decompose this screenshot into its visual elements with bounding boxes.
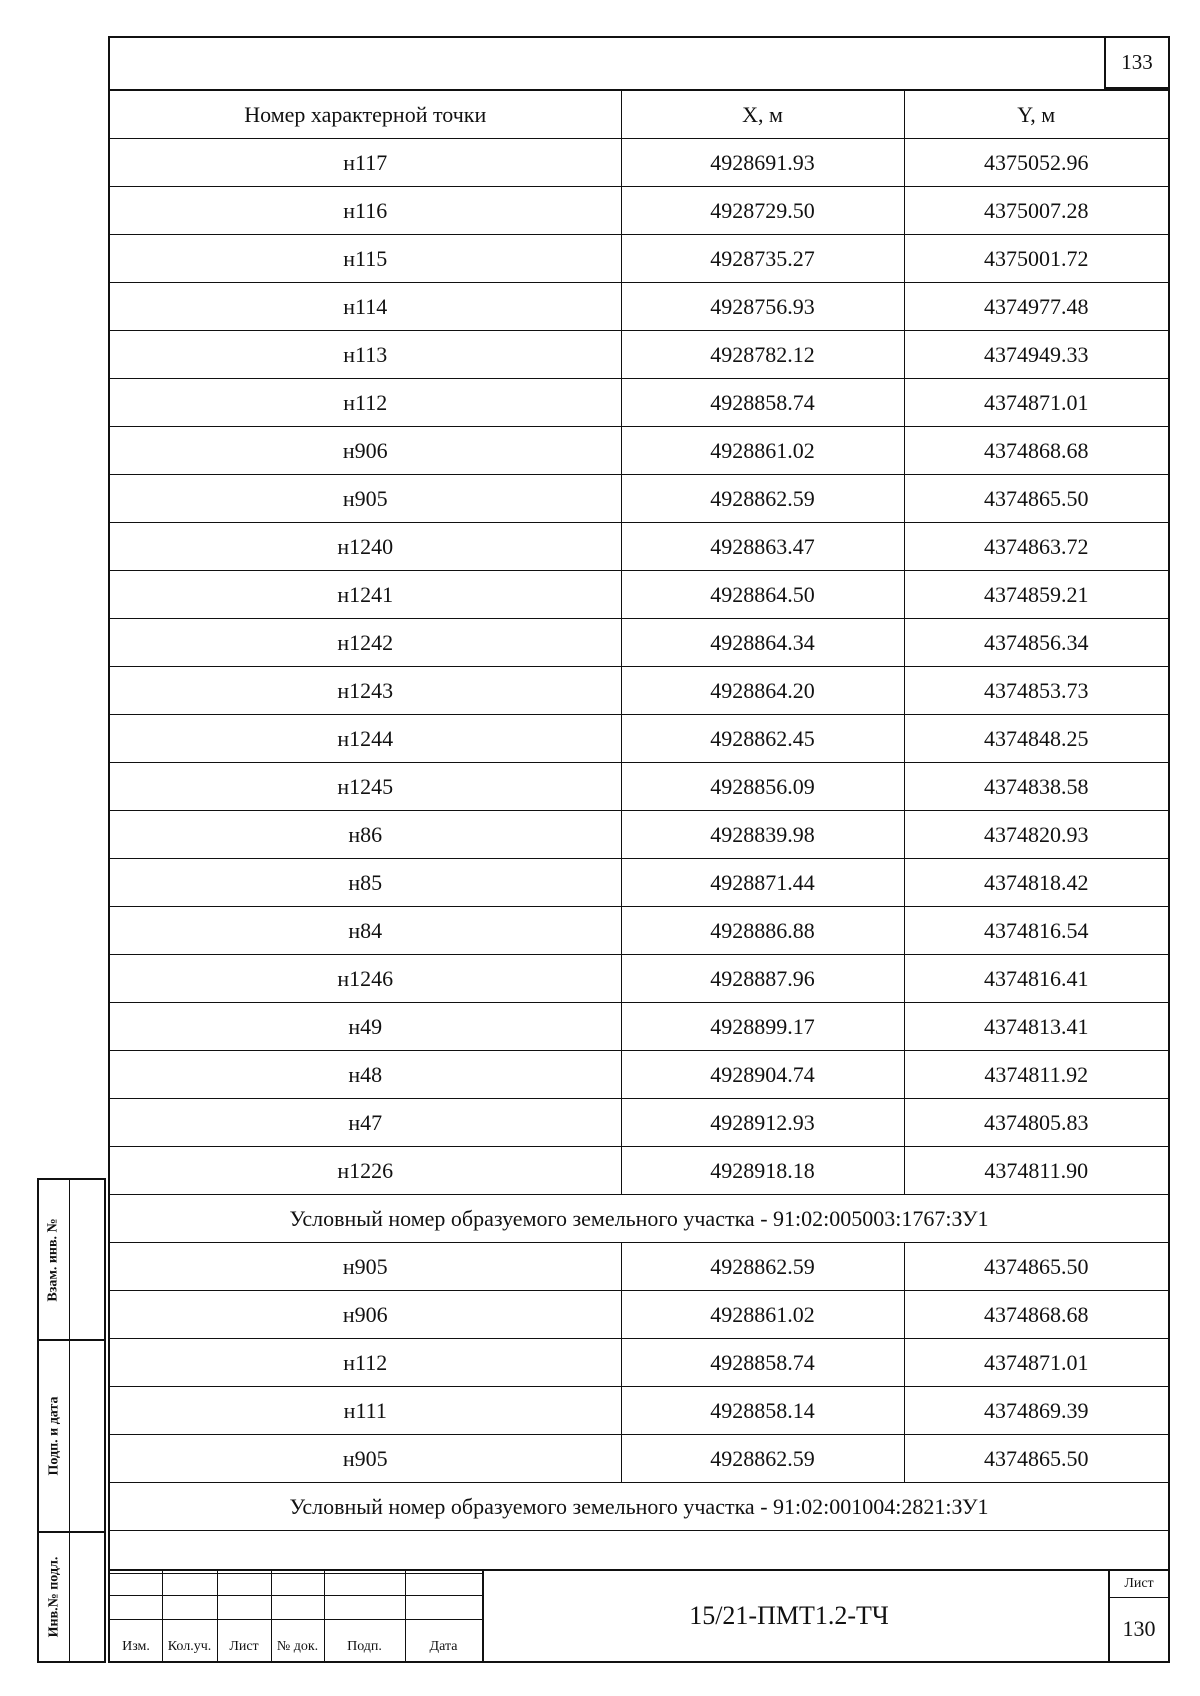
- x-coordinate-cell: 4928862.59: [621, 1243, 904, 1291]
- label-doc-number: № док.: [276, 1639, 319, 1654]
- point-number-cell: н905: [110, 1435, 621, 1483]
- table-row: [110, 619, 1168, 667]
- x-coordinate-cell: 4928858.14: [621, 1387, 904, 1435]
- margin-inv-podl-label: Инв.№ подл.: [46, 1556, 61, 1638]
- x-coordinate-cell: 4928863.47: [621, 523, 904, 571]
- y-coordinate-cell: 4374949.33: [904, 331, 1168, 379]
- table-row: [110, 475, 1168, 523]
- sheet-box: [1108, 1571, 1168, 1661]
- point-number-cell: н905: [110, 1243, 621, 1291]
- point-number-cell: н112: [110, 379, 621, 427]
- y-coordinate-cell: 4374865.50: [904, 1243, 1168, 1291]
- label-podp: Подп.: [347, 1639, 382, 1654]
- label-list: Лист: [229, 1639, 259, 1654]
- y-coordinate-cell: 4374868.68: [904, 427, 1168, 475]
- y-coordinate-cell: 4374859.21: [904, 571, 1168, 619]
- x-coordinate-cell: 4928729.50: [621, 187, 904, 235]
- margin-podp-data-label: Подп. и дата: [46, 1396, 61, 1476]
- x-coordinate-cell: 4928886.88: [621, 907, 904, 955]
- x-coordinate-cell: 4928856.09: [621, 763, 904, 811]
- table-row: [110, 427, 1168, 475]
- x-coordinate-cell: 4928756.93: [621, 283, 904, 331]
- table-row: [110, 667, 1168, 715]
- point-number-cell: н906: [110, 427, 621, 475]
- point-number-cell: н47: [110, 1099, 621, 1147]
- point-number-cell: н1246: [110, 955, 621, 1003]
- point-number-cell: н112: [110, 1339, 621, 1387]
- table-row: [110, 139, 1168, 187]
- x-coordinate-cell: 4928864.50: [621, 571, 904, 619]
- y-coordinate-cell: 4374818.42: [904, 859, 1168, 907]
- table-row: [110, 763, 1168, 811]
- y-coordinate-cell: 4374871.01: [904, 1339, 1168, 1387]
- point-number-cell: н111: [110, 1387, 621, 1435]
- header-y: Y, м: [904, 91, 1168, 139]
- point-number-cell: н1245: [110, 763, 621, 811]
- point-number-cell: н86: [110, 811, 621, 859]
- title-block: [110, 1569, 1168, 1661]
- table-row: [110, 523, 1168, 571]
- y-coordinate-cell: 4375052.96: [904, 139, 1168, 187]
- x-coordinate-cell: 4928871.44: [621, 859, 904, 907]
- point-number-cell: н905: [110, 475, 621, 523]
- x-coordinate-cell: 4928864.34: [621, 619, 904, 667]
- table-header-row: [110, 91, 1168, 139]
- x-coordinate-cell: 4928858.74: [621, 1339, 904, 1387]
- x-coordinate-cell: 4928912.93: [621, 1099, 904, 1147]
- x-coordinate-cell: 4928887.96: [621, 955, 904, 1003]
- table-row: [110, 955, 1168, 1003]
- table-row: [110, 1387, 1168, 1435]
- y-coordinate-cell: 4374848.25: [904, 715, 1168, 763]
- x-coordinate-cell: 4928904.74: [621, 1051, 904, 1099]
- margin-vzam-inv: [37, 1178, 106, 1341]
- y-coordinate-cell: 4374820.93: [904, 811, 1168, 859]
- y-coordinate-cell: 4374869.39: [904, 1387, 1168, 1435]
- table-row: [110, 1051, 1168, 1099]
- y-coordinate-cell: 4374816.41: [904, 955, 1168, 1003]
- table-row: [110, 1291, 1168, 1339]
- point-number-cell: н48: [110, 1051, 621, 1099]
- x-coordinate-cell: 4928864.20: [621, 667, 904, 715]
- label-izm: Изм.: [122, 1639, 150, 1654]
- point-number-cell: н1244: [110, 715, 621, 763]
- y-coordinate-cell: 4375007.28: [904, 187, 1168, 235]
- label-data: Дата: [429, 1639, 458, 1654]
- margin-podp-data: [37, 1339, 106, 1533]
- table-row: [110, 1003, 1168, 1051]
- sheet-number: 130: [1122, 1616, 1156, 1641]
- table-row: [110, 1099, 1168, 1147]
- grid-line: [110, 1595, 482, 1596]
- x-coordinate-cell: 4928839.98: [621, 811, 904, 859]
- coordinates-table: [110, 91, 1168, 1531]
- point-number-cell: н1226: [110, 1147, 621, 1195]
- table-row: [110, 1339, 1168, 1387]
- table-row: [110, 283, 1168, 331]
- point-number-cell: н49: [110, 1003, 621, 1051]
- y-coordinate-cell: 4375001.72: [904, 235, 1168, 283]
- y-coordinate-cell: 4374816.54: [904, 907, 1168, 955]
- point-number-cell: н117: [110, 139, 621, 187]
- table-row: [110, 571, 1168, 619]
- grid-line: [110, 1573, 482, 1574]
- table-row: [110, 1243, 1168, 1291]
- y-coordinate-cell: 4374805.83: [904, 1099, 1168, 1147]
- drawing-frame: [108, 36, 1170, 1663]
- table-row: [110, 811, 1168, 859]
- sheet-label: Лист: [1110, 1571, 1168, 1598]
- point-number-cell: н115: [110, 235, 621, 283]
- y-coordinate-cell: 4374838.58: [904, 763, 1168, 811]
- point-number-cell: н906: [110, 1291, 621, 1339]
- table-row: [110, 859, 1168, 907]
- x-coordinate-cell: 4928861.02: [621, 1291, 904, 1339]
- point-number-cell: н84: [110, 907, 621, 955]
- section-row: [110, 1195, 1168, 1243]
- table-row: [110, 907, 1168, 955]
- revision-grid: [110, 1571, 484, 1661]
- header-x: X, м: [621, 91, 904, 139]
- table-row: [110, 235, 1168, 283]
- y-coordinate-cell: 4374863.72: [904, 523, 1168, 571]
- y-coordinate-cell: 4374868.68: [904, 1291, 1168, 1339]
- page-number-top: 133: [1104, 38, 1168, 89]
- x-coordinate-cell: 4928899.17: [621, 1003, 904, 1051]
- y-coordinate-cell: 4374853.73: [904, 667, 1168, 715]
- table-row: [110, 1147, 1168, 1195]
- y-coordinate-cell: 4374977.48: [904, 283, 1168, 331]
- point-number-cell: н114: [110, 283, 621, 331]
- y-coordinate-cell: 4374856.34: [904, 619, 1168, 667]
- grid-line: [110, 1619, 482, 1620]
- x-coordinate-cell: 4928918.18: [621, 1147, 904, 1195]
- x-coordinate-cell: 4928782.12: [621, 331, 904, 379]
- point-number-cell: н1240: [110, 523, 621, 571]
- x-coordinate-cell: 4928862.59: [621, 475, 904, 523]
- table-row: [110, 379, 1168, 427]
- y-coordinate-cell: 4374865.50: [904, 475, 1168, 523]
- point-number-cell: н116: [110, 187, 621, 235]
- x-coordinate-cell: 4928861.02: [621, 427, 904, 475]
- y-coordinate-cell: 4374811.90: [904, 1147, 1168, 1195]
- section-row: [110, 1483, 1168, 1531]
- section-title: Условный номер образуемого земельного участка - 91:02:005003:1767:ЗУ1: [110, 1195, 1168, 1243]
- section-title: Условный номер образуемого земельного участка - 91:02:001004:2821:ЗУ1: [110, 1483, 1168, 1531]
- x-coordinate-cell: 4928735.27: [621, 235, 904, 283]
- x-coordinate-cell: 4928862.59: [621, 1435, 904, 1483]
- y-coordinate-cell: 4374813.41: [904, 1003, 1168, 1051]
- document-code: 15/21-ПМТ1.2-ТЧ: [689, 1601, 889, 1630]
- margin-vzam-inv-label: Взам. инв. №: [46, 1217, 62, 1302]
- point-number-cell: н85: [110, 859, 621, 907]
- table-row: [110, 715, 1168, 763]
- table-row: [110, 1435, 1168, 1483]
- y-coordinate-cell: 4374811.92: [904, 1051, 1168, 1099]
- table-row: [110, 187, 1168, 235]
- y-coordinate-cell: 4374871.01: [904, 379, 1168, 427]
- header-point-number: Номер характерной точки: [110, 91, 621, 139]
- x-coordinate-cell: 4928862.45: [621, 715, 904, 763]
- point-number-cell: н1241: [110, 571, 621, 619]
- point-number-cell: н113: [110, 331, 621, 379]
- y-coordinate-cell: 4374865.50: [904, 1435, 1168, 1483]
- table-row: [110, 331, 1168, 379]
- point-number-cell: н1242: [110, 619, 621, 667]
- label-kol-uch: Кол.уч.: [167, 1639, 212, 1654]
- x-coordinate-cell: 4928858.74: [621, 379, 904, 427]
- margin-inv-podl: [37, 1531, 106, 1663]
- x-coordinate-cell: 4928691.93: [621, 139, 904, 187]
- point-number-cell: н1243: [110, 667, 621, 715]
